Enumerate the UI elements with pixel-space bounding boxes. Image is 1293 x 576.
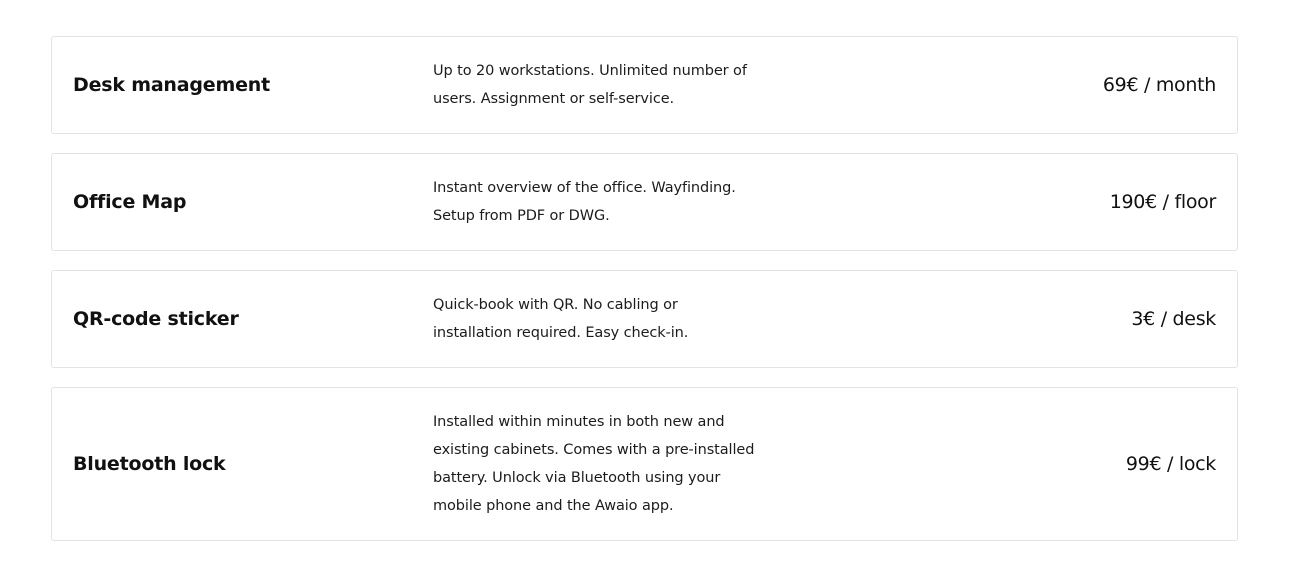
card-description-line: Setup from PDF or DWG. xyxy=(433,208,610,224)
card-title: Desk management xyxy=(73,74,270,96)
card-description-line: Quick-book with QR. No cabling or xyxy=(433,297,678,313)
card-price: 3€ / desk xyxy=(1131,308,1216,330)
card-description xyxy=(433,291,793,347)
card-description-line: Instant overview of the office. Wayfinding. xyxy=(433,180,736,196)
pricing-card-qr-code-sticker xyxy=(51,270,1238,368)
card-title: Bluetooth lock xyxy=(73,453,226,475)
card-description-line: users. Assignment or self-service. xyxy=(433,91,675,107)
card-description-line: installation required. Easy check-in. xyxy=(433,325,689,341)
card-description-line: Installed within minutes in both new and xyxy=(433,414,725,430)
card-price: 190€ / floor xyxy=(1109,191,1216,213)
card-description xyxy=(433,174,793,230)
card-description-line: battery. Unlock via Bluetooth using your xyxy=(433,470,721,486)
card-price: 99€ / lock xyxy=(1125,453,1216,475)
card-description-line: Up to 20 workstations. Unlimited number of xyxy=(433,63,747,79)
pricing-card-bluetooth-lock xyxy=(51,387,1238,541)
pricing-card-office-map xyxy=(51,153,1238,251)
card-description-line: existing cabinets. Comes with a pre-installed xyxy=(433,442,755,458)
pricing-card-desk-management xyxy=(51,36,1238,134)
card-price: 69€ / month xyxy=(1102,74,1216,96)
pricing-list xyxy=(51,36,1238,541)
card-description xyxy=(433,57,793,113)
card-title: Office Map xyxy=(73,191,187,213)
card-description xyxy=(433,408,793,520)
card-description-line: mobile phone and the Awaio app. xyxy=(433,498,674,514)
card-title: QR-code sticker xyxy=(73,308,239,330)
